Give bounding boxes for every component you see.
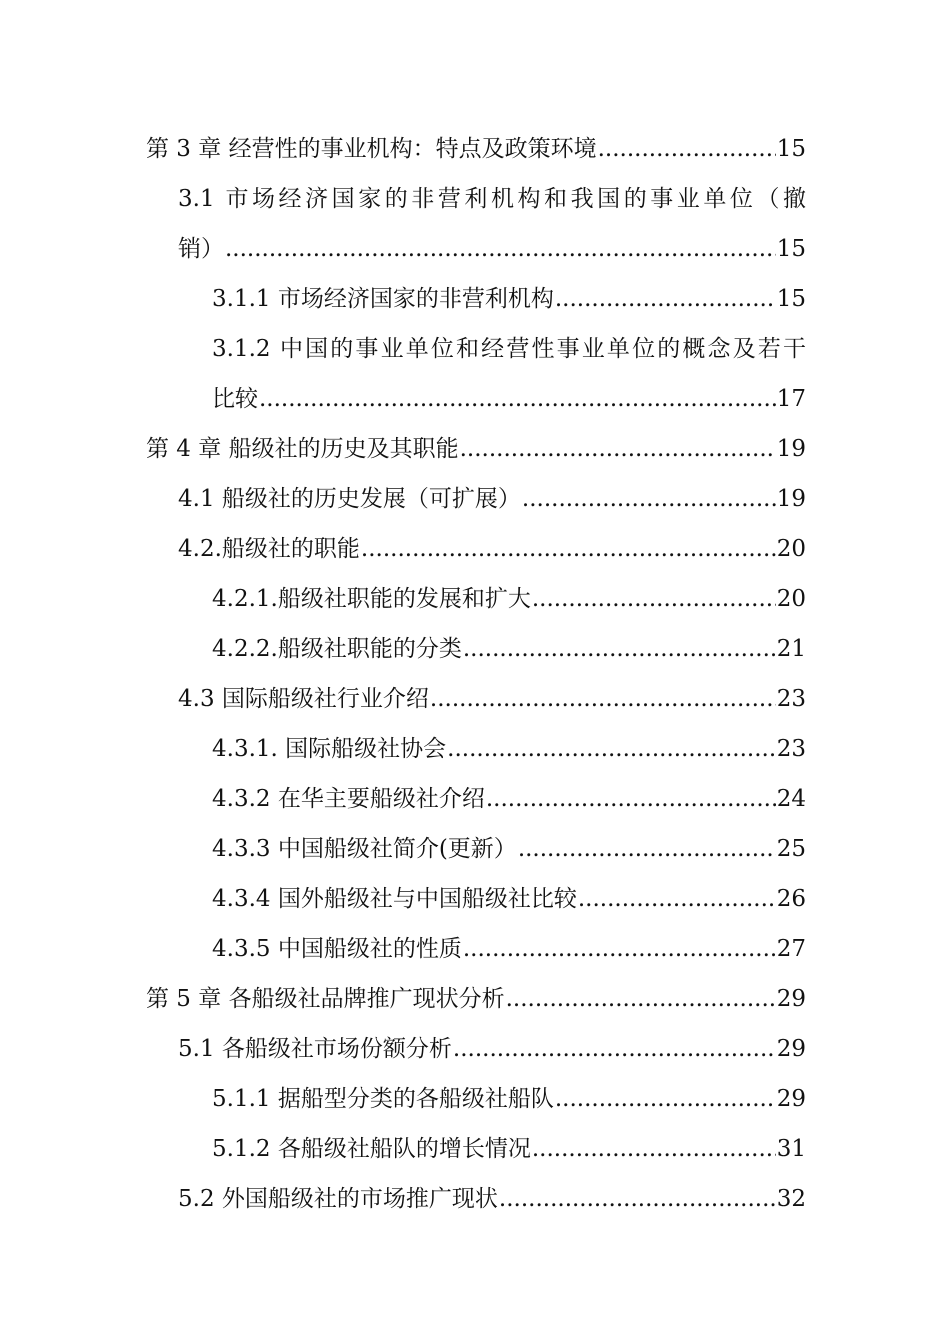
toc-page-number: 20 [776,536,806,562]
toc-entry-label: 比较 [212,386,258,412]
toc-entry-label: 3.1.2 中国的事业单位和经营性事业单位的概念及若干 [212,336,806,362]
toc-entry-label: 3.1.1 市场经济国家的非营利机构 [212,286,554,312]
dot-leader [460,424,776,474]
toc-entry-label: 5.1.2 各船级社船队的增长情况 [212,1136,531,1162]
toc-entry-wrapped-line[interactable] [178,174,806,224]
dot-leader [598,124,776,174]
toc-entry-label: 4.3.4 国外船级社与中国船级社比较 [212,886,577,912]
toc-page-number: 15 [776,286,806,312]
dot-leader [430,674,776,724]
dot-leader [578,874,776,924]
dot-leader [532,574,776,624]
toc-page-number: 23 [776,686,806,712]
toc-entry[interactable] [146,974,806,1024]
toc-entry[interactable] [146,424,806,474]
toc-entry-label: 4.2.1.船级社职能的发展和扩大 [212,586,531,612]
toc-page-number: 23 [776,736,806,762]
toc-page-number: 25 [776,836,806,862]
toc-entry[interactable] [212,824,806,874]
toc-entry-label: 4.3.3 中国船级社简介(更新） [212,836,517,862]
toc-entry-label: 销） [178,236,224,262]
toc-entry[interactable] [212,1124,806,1174]
toc-page-number: 19 [776,436,806,462]
toc-entry[interactable] [146,124,806,174]
toc-entry[interactable] [178,674,806,724]
toc-page-number: 17 [776,386,806,412]
toc-entry[interactable] [178,474,806,524]
toc-entry[interactable] [212,274,806,324]
toc-entry-label: 4.2.船级社的职能 [178,536,360,562]
toc-entry-label: 第 3 章 经营性的事业机构：特点及政策环境 [146,136,597,162]
dot-leader [361,524,776,574]
toc-entry[interactable] [178,1024,806,1074]
dot-leader [522,474,776,524]
toc-page-number: 32 [776,1186,806,1212]
toc-entry-label: 5.2 外国船级社的市场推广现状 [178,1186,498,1212]
table-of-contents [0,124,950,1224]
toc-page-number: 29 [776,1036,806,1062]
toc-entry-label: 4.3.2 在华主要船级社介绍 [212,786,485,812]
dot-leader [555,1074,776,1124]
toc-page-number: 24 [776,786,806,812]
toc-entry-label: 4.3.1. 国际船级社协会 [212,736,447,762]
toc-entry[interactable] [178,1174,806,1224]
toc-page-number: 27 [776,936,806,962]
toc-page-number: 15 [776,136,806,162]
toc-entry[interactable] [178,224,806,274]
toc-page-number: 29 [776,1086,806,1112]
dot-leader [486,774,776,824]
dot-leader [555,274,776,324]
dot-leader [447,724,776,774]
toc-entry[interactable] [212,1074,806,1124]
dot-leader [518,824,776,874]
dot-leader [463,924,776,974]
toc-page-number: 15 [776,236,806,262]
toc-entry-label: 第 4 章 船级社的历史及其职能 [146,436,459,462]
toc-entry-label: 4.3.5 中国船级社的性质 [212,936,462,962]
toc-page-number: 31 [776,1136,806,1162]
toc-entry-label: 4.3 国际船级社行业介绍 [178,686,429,712]
dot-leader [532,1124,776,1174]
toc-entry[interactable] [212,724,806,774]
dot-leader [506,974,776,1024]
toc-entry-label: 第 5 章 各船级社品牌推广现状分析 [146,986,505,1012]
toc-entry-wrapped-line[interactable] [212,324,806,374]
toc-page-number: 29 [776,986,806,1012]
toc-entry[interactable] [212,874,806,924]
toc-entry[interactable] [212,774,806,824]
toc-page-number: 19 [776,486,806,512]
dot-leader [499,1174,776,1224]
dot-leader [463,624,776,674]
toc-entry[interactable] [212,624,806,674]
toc-entry[interactable] [212,574,806,624]
dot-leader [259,374,776,424]
toc-entry[interactable] [212,924,806,974]
dot-leader [225,224,776,274]
toc-entry[interactable] [212,374,806,424]
toc-entry-label: 3.1 市场经济国家的非营利机构和我国的事业单位（撤 [178,186,806,212]
toc-page-number: 21 [776,636,806,662]
toc-entry-label: 5.1.1 据船型分类的各船级社船队 [212,1086,554,1112]
dot-leader [453,1024,776,1074]
toc-entry[interactable] [178,524,806,574]
toc-page-number: 20 [776,586,806,612]
toc-entry-label: 4.2.2.船级社职能的分类 [212,636,462,662]
toc-page-number: 26 [776,886,806,912]
toc-entry-label: 5.1 各船级社市场份额分析 [178,1036,452,1062]
toc-entry-label: 4.1 船级社的历史发展（可扩展） [178,486,521,512]
